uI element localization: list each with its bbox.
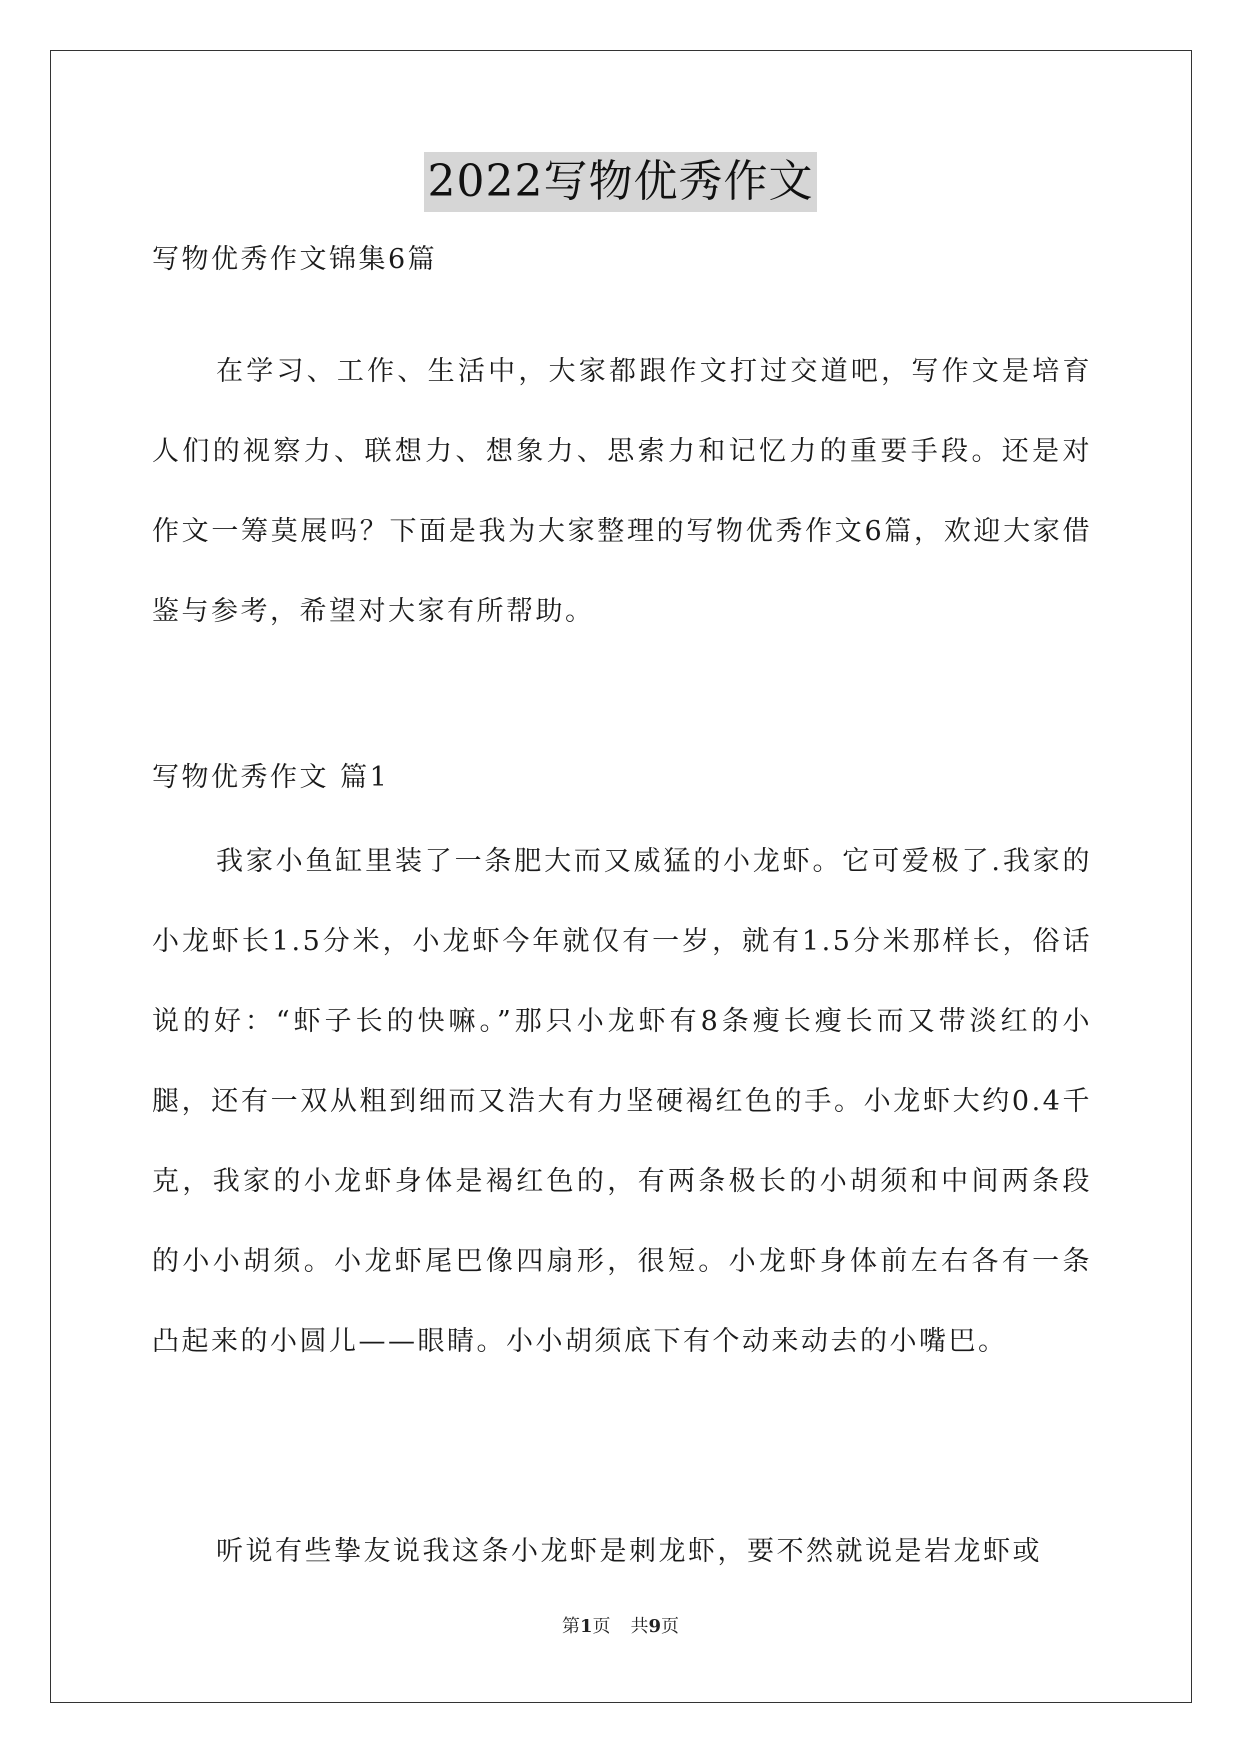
body-paragraph: 我家小鱼缸里装了一条肥大而又威猛的小龙虾。它可爱极了.我家的小龙虾长1.5分米，小龙虾今年就仅有一岁，就有1.5分米那样长，俗话说的好：“虾子长的快嘛。”那只小龙虾有8条瘦长瘦长而又带淡红的小腿，还有一双从粗到细而又浩大有力坚硬褐红色的手。小龙虾大约0.4千克，我家的小龙虾身体是褐红色的，有两条极长的小胡须和中间两条段的小小胡须。小龙虾尾巴像四扇形，很短。小龙虾身体前左右各有一条凸起来的小圆儿——眼睛。小小胡须底下有个动来动去的小嘴巴。 (152, 846, 1092, 1357)
page-footer (0, 1612, 1241, 1638)
total-prefix: 共 (630, 1616, 649, 1637)
page-prefix: 第 (561, 1616, 580, 1637)
total-suffix: 页 (661, 1616, 680, 1637)
current-page-number: 1 (579, 1616, 593, 1637)
section-heading: 写物优秀作文 篇1 (152, 762, 390, 793)
document-title: 2022写物优秀作文 (424, 152, 818, 212)
intro-paragraph: 在学习、工作、生活中，大家都跟作文打过交道吧，写作文是培育人们的视察力、联想力、想象力、思索力和记忆力的重要手段。还是对作文一筹莫展吗？下面是我为大家整理的写物优秀作文6篇，欢迎大家借鉴与参考，希望对大家有所帮助。 (152, 356, 1092, 627)
page-suffix: 页 (592, 1616, 611, 1637)
body-paragraph: 听说有些挚友说我这条小龙虾是刺龙虾，要不然就说是岩龙虾或 (216, 1536, 1042, 1567)
title-container (0, 152, 1241, 212)
document-subtitle: 写物优秀作文锦集6篇 (152, 244, 438, 275)
total-pages-number: 9 (648, 1616, 662, 1637)
